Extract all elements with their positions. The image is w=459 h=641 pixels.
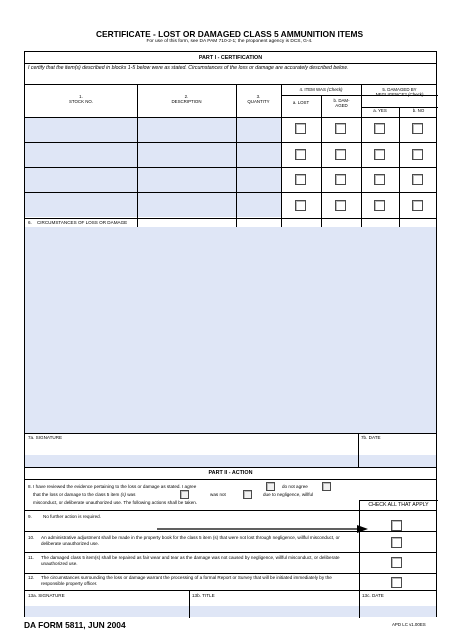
row2-quantity-field[interactable] — [237, 143, 281, 167]
col2-header — [137, 94, 236, 104]
block6-num: 6. — [28, 220, 32, 225]
was-not-checkbox[interactable] — [243, 490, 252, 499]
row3-damaged-checkbox[interactable] — [335, 174, 346, 185]
not-agree-checkbox[interactable] — [322, 482, 331, 491]
form-subtitle: For use of this form, see DA PAM 710-2-1; the proponent agency is DCS, G-4. — [146, 39, 313, 44]
was-checkbox[interactable] — [180, 490, 189, 499]
item8-line2 — [33, 492, 135, 498]
row3-quantity-field[interactable] — [237, 168, 281, 192]
col3-num: 3. — [256, 94, 261, 99]
row3-yes-checkbox[interactable] — [374, 174, 385, 185]
col5a-label: a. YES — [373, 108, 387, 113]
item8-line1b: do not agree — [282, 484, 308, 489]
row1-no-checkbox[interactable] — [412, 123, 423, 134]
row1-lost-checkbox[interactable] — [295, 123, 306, 134]
row2-lost-checkbox[interactable] — [295, 149, 306, 160]
row2-yes-checkbox[interactable] — [374, 149, 385, 160]
block7a-label: 7a. SIGNATURE — [28, 435, 63, 440]
item10-num: 10. — [28, 535, 35, 540]
date-7b-field[interactable] — [359, 455, 436, 467]
col5b-label: b. NO — [412, 108, 425, 113]
item8-line3: misconduct, or deliberate unauthorized use. The following actions shall be taken. — [33, 500, 198, 505]
row4-damaged-checkbox[interactable] — [335, 200, 346, 211]
item10-text: An administrative adjustment shall be made in the property book for the class 5 item (s) that were not lost through negligence, willful misconduct, or deliberate unauthorized use. — [41, 535, 340, 546]
item9-num: 9. — [28, 514, 32, 519]
block6-label — [28, 220, 127, 226]
row1-stock-field[interactable] — [25, 118, 137, 142]
row4-yes-checkbox[interactable] — [374, 200, 385, 211]
row1-description-field[interactable] — [138, 118, 236, 142]
form-title: CERTIFICATE - LOST OR DAMAGED CLASS 5 AMMUNITION ITEMS — [95, 29, 364, 39]
col4a-label: a. LOST — [292, 100, 310, 105]
item8-line1a: 8. I have reviewed the evidence pertaining to the loss or damage as stated. I agree — [28, 484, 197, 489]
form-id: DA FORM 5811, JUN 2004 — [24, 620, 126, 630]
item11-text: The damaged class 5 item(s) shall be repaired as fair wear and tear as the damage was not caused by negligence, willful misconduct, or deliberate unauthorized use. — [41, 555, 340, 566]
col5-header — [361, 87, 438, 97]
block13c-label: 13c. DATE — [362, 593, 384, 598]
item12-text: The circumstances surrounding the loss or damage warrant the processing of a formal Report or Survey that will be initiated immediately by the responsible property officer. — [41, 575, 332, 586]
col4b-label: b. DAM-AGED — [333, 98, 350, 109]
row1-damaged-checkbox[interactable] — [335, 123, 346, 134]
col1-header — [25, 94, 137, 104]
certify-statement: I certify that the item(s) described in blocks 1-5 below were as stated. Circumstances of the loss or damage are accurately described below. — [28, 65, 349, 71]
col4-header — [281, 87, 361, 92]
check-all-label: CHECK ALL THAT APPLY — [368, 502, 429, 508]
title-13b-field[interactable] — [190, 606, 359, 617]
part2-heading: PART II - ACTION — [208, 470, 253, 476]
col4-label: 4. ITEM WAS — [299, 87, 326, 92]
row3-stock-field[interactable] — [25, 168, 137, 192]
row2-damaged-checkbox[interactable] — [335, 149, 346, 160]
col4-note: (Check) — [327, 87, 343, 92]
block6-text: CIRCUMSTANCES OF LOSS OR DAMAGE — [36, 220, 128, 225]
row1-yes-checkbox[interactable] — [374, 123, 385, 134]
item12-num: 12. — [28, 575, 35, 580]
item8-line2a: that the loss or damage to the class 5 item — [33, 492, 120, 497]
col5-label: 5. DAMAGED BY NEGLIGENCE? — [375, 87, 417, 98]
block13b-label: 13b. TITLE — [192, 593, 215, 598]
item8-line2d: was not — [210, 492, 226, 497]
item8-line2c: was — [127, 492, 136, 497]
col2-num: 2. — [184, 94, 189, 99]
item8-line2e: due to negligence, willful — [263, 492, 314, 497]
col3-label: QUANTITY — [247, 99, 270, 105]
item9-text: No further action is required. — [43, 514, 101, 519]
date-13c-field[interactable] — [360, 606, 436, 617]
circumstances-field[interactable] — [25, 227, 436, 433]
part1-heading: PART I - CERTIFICATION — [198, 55, 263, 61]
col3-header — [236, 94, 281, 104]
signature-13a-field[interactable] — [25, 606, 189, 617]
col2-label: DESCRIPTION — [171, 99, 202, 105]
item8-line2b: (s) — [120, 492, 126, 497]
item11-checkbox[interactable] — [391, 557, 402, 568]
row4-stock-field[interactable] — [25, 193, 137, 217]
row4-description-field[interactable] — [138, 193, 236, 217]
row3-description-field[interactable] — [138, 168, 236, 192]
col1-num: 1. — [79, 94, 83, 99]
row1-quantity-field[interactable] — [237, 118, 281, 142]
row4-no-checkbox[interactable] — [412, 200, 423, 211]
signature-7a-field[interactable] — [25, 455, 358, 467]
col1-label: STOCK NO. — [68, 99, 94, 105]
row4-quantity-field[interactable] — [237, 193, 281, 217]
block7b-label: 7b. DATE — [361, 435, 381, 440]
row3-no-checkbox[interactable] — [412, 174, 423, 185]
form-version: APD LC v1.00ES — [392, 622, 426, 627]
item9-checkbox[interactable] — [391, 520, 402, 531]
form-body — [24, 51, 437, 617]
row2-no-checkbox[interactable] — [412, 149, 423, 160]
block13a-label: 13a. SIGNATURE — [28, 593, 65, 598]
row2-stock-field[interactable] — [25, 143, 137, 167]
row3-lost-checkbox[interactable] — [295, 174, 306, 185]
item12-checkbox[interactable] — [391, 577, 402, 588]
agree-checkbox[interactable] — [266, 482, 275, 491]
item10-checkbox[interactable] — [391, 537, 402, 548]
col5-note: (Check) — [408, 92, 424, 98]
row4-lost-checkbox[interactable] — [295, 200, 306, 211]
row2-description-field[interactable] — [138, 143, 236, 167]
item11-num: 11. — [28, 555, 35, 560]
